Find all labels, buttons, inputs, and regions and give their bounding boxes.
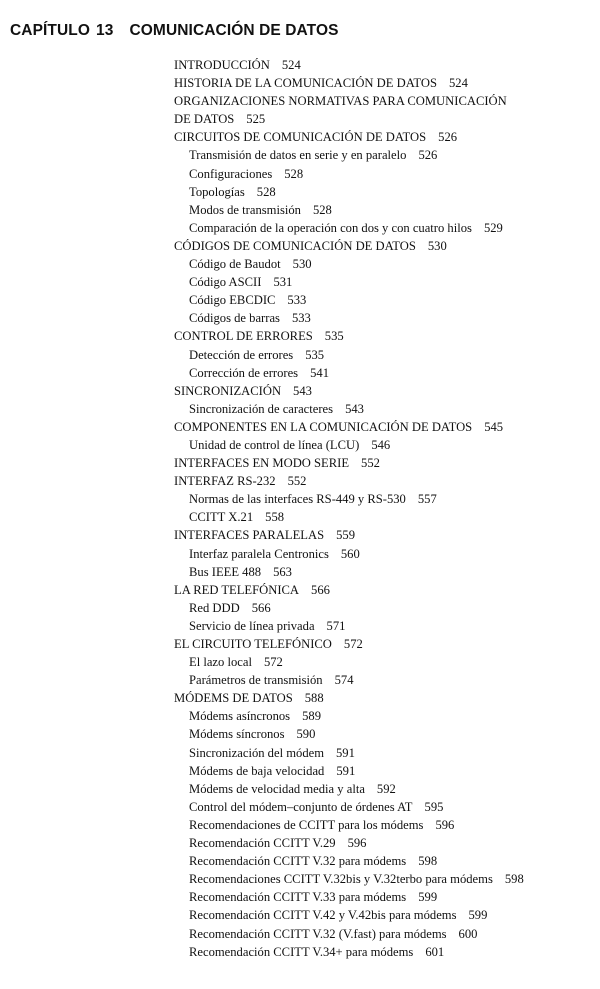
toc-entry-title: INTERFACES PARALELAS bbox=[174, 528, 325, 543]
toc-entry-title: Sincronización de caracteres bbox=[189, 401, 334, 416]
toc-subsection-entry[interactable] bbox=[174, 490, 594, 508]
toc-page-number: 560 bbox=[340, 546, 360, 561]
toc-subsection-entry[interactable] bbox=[174, 780, 594, 798]
toc-page-number: 598 bbox=[504, 872, 524, 887]
toc-page-number: 526 bbox=[418, 148, 438, 163]
toc-entry-title: Recomendación CCITT V.42 y V.42bis para módems bbox=[189, 908, 457, 923]
toc-subsection-entry[interactable] bbox=[174, 943, 594, 961]
toc-subsection-entry[interactable] bbox=[174, 400, 594, 418]
toc-subsection-entry[interactable] bbox=[174, 201, 594, 219]
toc-page-number: 546 bbox=[371, 437, 391, 452]
toc-page-number: 572 bbox=[263, 655, 283, 670]
toc-subsection-entry[interactable] bbox=[174, 816, 594, 834]
toc-subsection-entry[interactable] bbox=[174, 146, 594, 164]
toc-section-entry[interactable] bbox=[174, 74, 594, 92]
toc-entry-title: Recomendaciones de CCITT para los módems bbox=[189, 817, 424, 832]
toc-page-number: 552 bbox=[287, 474, 307, 489]
toc-entry-title: INTERFAZ RS-232 bbox=[174, 474, 276, 489]
toc-entry-title: Modos de transmisión bbox=[189, 202, 301, 217]
chapter-title: COMUNICACIÓN DE DATOS bbox=[129, 22, 339, 39]
toc-entry-title: INTRODUCCIÓN bbox=[174, 58, 270, 72]
toc-page-number: 589 bbox=[302, 709, 321, 724]
toc-entry-title: MÓDEMS DE DATOS bbox=[174, 691, 293, 706]
toc-subsection-entry[interactable] bbox=[174, 852, 594, 870]
toc-entry-title: Códigos de barras bbox=[189, 311, 280, 326]
toc-entry-title: Código de Baudot bbox=[189, 257, 281, 272]
toc-entry-title: INTERFACES EN MODO SERIE bbox=[174, 456, 350, 471]
toc-entry-title: Recomendación CCITT V.34+ para módems bbox=[189, 944, 414, 959]
toc-section-entry[interactable] bbox=[174, 382, 594, 400]
toc-entry-title: Recomendaciones CCITT V.32bis y V.32terbo para módems bbox=[189, 872, 493, 887]
toc-section-entry[interactable] bbox=[174, 454, 594, 472]
toc-entry-title: Código EBCDIC bbox=[189, 293, 276, 308]
toc-entry-title: Recomendación CCITT V.32 para módems bbox=[189, 854, 407, 869]
toc-subsection-entry[interactable] bbox=[174, 508, 594, 526]
toc-entry-title: Código ASCII bbox=[189, 275, 262, 290]
toc-page-number: 600 bbox=[458, 926, 478, 941]
toc-subsection-entry[interactable] bbox=[174, 744, 594, 762]
toc-entry-title: SINCRONIZACIÓN bbox=[174, 383, 282, 398]
toc-page-number: 528 bbox=[284, 166, 304, 181]
toc-subsection-entry[interactable] bbox=[174, 653, 594, 671]
toc-page-number: 531 bbox=[273, 275, 293, 290]
toc-page-number: 566 bbox=[251, 600, 271, 615]
toc-page-number: 601 bbox=[425, 944, 445, 959]
toc-subsection-entry[interactable] bbox=[174, 219, 594, 237]
toc-entry-title: Módems síncronos bbox=[189, 727, 285, 742]
toc-page-number: 598 bbox=[418, 854, 438, 869]
toc-subsection-entry[interactable] bbox=[174, 888, 594, 906]
toc-entry-title: Parámetros de transmisión bbox=[189, 673, 323, 688]
toc-entry-title: Transmisión de datos en serie y en paralelo bbox=[189, 148, 407, 163]
toc-entry-title: DE DATOS bbox=[174, 112, 235, 127]
toc-subsection-entry[interactable] bbox=[174, 707, 594, 725]
toc-subsection-entry[interactable] bbox=[174, 798, 594, 816]
toc-section-entry[interactable] bbox=[174, 110, 594, 128]
toc-entry-title: Recomendación CCITT V.32 (V.fast) para módems bbox=[189, 926, 447, 941]
toc-entry-title: Red DDD bbox=[189, 600, 240, 615]
toc-page-number: 599 bbox=[418, 890, 438, 905]
toc-entry-title: Servicio de línea privada bbox=[189, 618, 315, 633]
toc-page-number: 599 bbox=[468, 908, 488, 923]
toc-page-number: 559 bbox=[336, 528, 355, 543]
toc-subsection-entry[interactable] bbox=[174, 762, 594, 780]
toc-page-number: 592 bbox=[376, 781, 396, 796]
toc-subsection-entry[interactable] bbox=[174, 925, 594, 943]
toc-page-number: 591 bbox=[336, 763, 356, 778]
toc-page-number: 595 bbox=[424, 799, 444, 814]
toc-page-number: 545 bbox=[484, 419, 504, 434]
toc-page-number: 557 bbox=[417, 492, 437, 507]
toc-page-number: 596 bbox=[347, 836, 367, 851]
toc-page-number: 552 bbox=[361, 456, 380, 471]
toc-subsection-entry[interactable] bbox=[174, 183, 594, 201]
chapter-number: 13 bbox=[96, 22, 114, 39]
toc-page-number: 525 bbox=[246, 112, 266, 127]
toc-entry-title: Módems asíncronos bbox=[189, 709, 291, 724]
toc-page-number: 572 bbox=[343, 637, 363, 651]
toc-subsection-entry[interactable] bbox=[174, 291, 594, 309]
toc-entry-title: ORGANIZACIONES NORMATIVAS PARA COMUNICACIÓN bbox=[174, 94, 507, 109]
toc-subsection-entry[interactable] bbox=[174, 255, 594, 273]
toc-page-number: 524 bbox=[281, 58, 301, 72]
toc-entry-title: CCITT X.21 bbox=[189, 510, 254, 525]
toc-page-number: 563 bbox=[273, 564, 292, 579]
toc-entry-title: Bus IEEE 488 bbox=[189, 564, 262, 579]
toc-subsection-entry[interactable] bbox=[174, 870, 594, 888]
toc-subsection-entry[interactable] bbox=[174, 346, 594, 364]
table-of-contents bbox=[174, 56, 594, 961]
toc-entry-title: Control del módem–conjunto de órdenes AT bbox=[189, 799, 413, 814]
toc-entry-title: HISTORIA DE LA COMUNICACIÓN DE DATOS bbox=[174, 76, 437, 91]
toc-page-number: 543 bbox=[345, 401, 364, 416]
toc-page-number: 535 bbox=[324, 329, 344, 344]
toc-entry-title: Configuraciones bbox=[189, 166, 273, 181]
toc-page-number: 543 bbox=[293, 383, 312, 398]
toc-entry-title: Módems de baja velocidad bbox=[189, 763, 325, 778]
toc-entry-title: Recomendación CCITT V.33 para módems bbox=[189, 890, 407, 905]
toc-entry-title: Normas de las interfaces RS-449 y RS-530 bbox=[189, 492, 406, 507]
toc-page-number: 535 bbox=[305, 347, 325, 362]
toc-entry-title: Módems de velocidad media y alta bbox=[189, 781, 365, 796]
toc-section-entry[interactable] bbox=[174, 472, 594, 490]
toc-entry-title: CIRCUITOS DE COMUNICACIÓN DE DATOS bbox=[174, 130, 427, 145]
toc-entry-title: Corrección de errores bbox=[189, 365, 299, 380]
toc-page-number: 590 bbox=[296, 727, 316, 742]
toc-page-number: 571 bbox=[326, 618, 346, 633]
toc-page-number: 533 bbox=[291, 311, 311, 326]
toc-entry-title: Sincronización del módem bbox=[189, 745, 324, 760]
toc-entry-title: Interfaz paralela Centronics bbox=[189, 546, 329, 561]
toc-section-entry[interactable] bbox=[174, 418, 594, 436]
toc-page-number: 524 bbox=[448, 76, 468, 91]
toc-subsection-entry[interactable] bbox=[174, 725, 594, 743]
toc-entry-title: CÓDIGOS DE COMUNICACIÓN DE DATOS bbox=[174, 238, 416, 253]
toc-entry-title: Unidad de control de línea (LCU) bbox=[189, 437, 360, 452]
toc-section-entry[interactable] bbox=[174, 92, 594, 110]
chapter-heading bbox=[10, 22, 339, 40]
toc-subsection-entry[interactable] bbox=[174, 165, 594, 183]
toc-page-number: 566 bbox=[311, 582, 330, 597]
toc-section-entry[interactable] bbox=[174, 327, 594, 345]
toc-page-number: 574 bbox=[334, 673, 354, 688]
toc-entry-title: Comparación de la operación con dos y con cuatro hilos bbox=[189, 220, 472, 235]
toc-page-number: 533 bbox=[287, 293, 307, 308]
toc-subsection-entry[interactable] bbox=[174, 273, 594, 291]
toc-subsection-entry[interactable] bbox=[174, 545, 594, 563]
toc-entry-title: El lazo local bbox=[189, 655, 252, 670]
toc-subsection-entry[interactable] bbox=[174, 617, 594, 635]
toc-page-number: 530 bbox=[292, 257, 312, 272]
toc-entry-title: Topologías bbox=[189, 184, 245, 199]
toc-entry-title: EL CIRCUITO TELEFÓNICO bbox=[174, 637, 332, 651]
toc-section-entry[interactable] bbox=[174, 635, 594, 653]
toc-page-number: 528 bbox=[312, 202, 332, 217]
toc-page-number: 591 bbox=[336, 745, 355, 760]
toc-page-number: 541 bbox=[310, 365, 329, 380]
toc-entry-title: CONTROL DE ERRORES bbox=[174, 329, 313, 344]
toc-section-entry[interactable] bbox=[174, 526, 594, 544]
toc-subsection-entry[interactable] bbox=[174, 906, 594, 924]
toc-subsection-entry[interactable] bbox=[174, 834, 594, 852]
toc-page-number: 529 bbox=[483, 220, 503, 235]
toc-entry-title: LA RED TELEFÓNICA bbox=[174, 582, 300, 597]
toc-subsection-entry[interactable] bbox=[174, 309, 594, 327]
chapter-label: CAPÍTULO bbox=[10, 22, 91, 39]
toc-section-entry[interactable] bbox=[174, 237, 594, 255]
toc-subsection-entry[interactable] bbox=[174, 671, 594, 689]
toc-subsection-entry[interactable] bbox=[174, 563, 594, 581]
toc-entry-title: COMPONENTES EN LA COMUNICACIÓN DE DATOS bbox=[174, 419, 473, 434]
toc-entry-title: Recomendación CCITT V.29 bbox=[189, 836, 336, 851]
toc-page-number: 526 bbox=[438, 130, 458, 145]
toc-subsection-entry[interactable] bbox=[174, 599, 594, 617]
toc-section-entry[interactable] bbox=[174, 56, 594, 74]
toc-section-entry[interactable] bbox=[174, 128, 594, 146]
toc-page-number: 596 bbox=[435, 817, 455, 832]
toc-subsection-entry[interactable] bbox=[174, 364, 594, 382]
toc-page-number: 558 bbox=[265, 510, 285, 525]
toc-page-number: 530 bbox=[427, 238, 447, 253]
toc-section-entry[interactable] bbox=[174, 581, 594, 599]
toc-entry-title: Detección de errores bbox=[189, 347, 294, 362]
toc-page-number: 528 bbox=[256, 184, 276, 199]
toc-section-entry[interactable] bbox=[174, 689, 594, 707]
toc-page-number: 588 bbox=[304, 691, 324, 706]
toc-subsection-entry[interactable] bbox=[174, 436, 594, 454]
